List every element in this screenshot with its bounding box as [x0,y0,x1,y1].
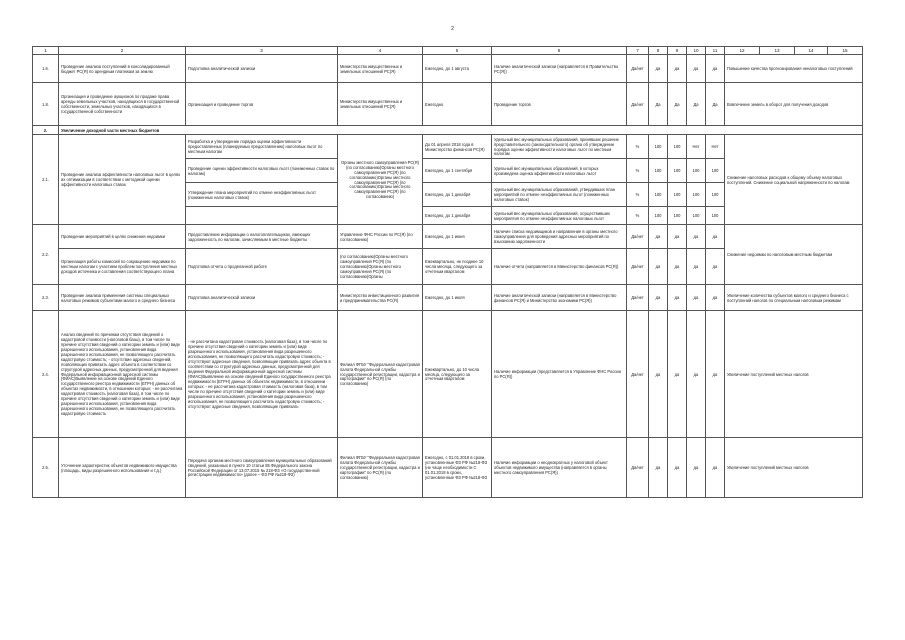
unit-cell: Да/нет [627,225,649,249]
col-number: 3 [186,47,338,55]
responsible-cell: Управление ФНС России по РС(Я) (по согласованию) [338,225,423,249]
col-number: 7 [627,47,649,55]
col-number: 8 [649,47,668,55]
activity-cell: Подготовка аналитической записки [186,285,338,311]
col-number: 11 [706,47,725,55]
result-cell: Увеличение поступлений местных налогов [725,438,863,498]
table-row [33,311,863,438]
value-cell: да [687,225,706,249]
value-cell: 100 [668,159,687,183]
activity-cell: Подготовка отчета о проделанной работе [186,249,338,285]
col-number: 10 [687,47,706,55]
deadline-cell: Ежеквартально, не позднее 10 числа месяца, следующего за отчетным кварталом [423,249,492,285]
unit-cell: % [627,159,649,183]
value-cell: да [687,285,706,311]
value-cell: 100 [687,183,706,207]
value-cell: да [706,311,725,438]
value-cell: да [706,438,725,498]
indicator-cell: Проведение торгов [492,83,627,126]
result-cell: Увеличение поступлений местных налогов [725,311,863,438]
indicator-cell: Удельный вес муниципальных образований, осуществивших мероприятия по отмене неэффективных налоговых льгот [492,207,627,225]
unit-cell: % [627,207,649,225]
indicator-cell: Удельный вес муниципальных образований, принявших решение представительного (законодательного) органа об утверждении порядка оценки эффективности налоговых льгот по местным налогам [492,135,627,159]
activity-cell: Подготовка аналитической записки [186,55,338,83]
unit-cell: % [627,183,649,207]
value-cell: да [687,311,706,438]
value-cell: да [668,249,687,285]
value-cell: 100 [668,183,687,207]
indicator-cell: Наличие списка недоимщиков и направление в органы местного самоуправления для проведения адресных мероприятий по взысканию задолженности [492,225,627,249]
col-number: 2 [59,47,186,55]
value-cell: Да [668,83,687,126]
deadline-cell: Ежегодно, до 1 сентября [423,159,492,183]
deadline-cell: Ежегодно, до 1 декабря [423,183,492,207]
unit-cell: Да/нет [627,83,649,126]
page-number: 2 [451,26,454,32]
value-cell: 100 [649,207,668,225]
unit-cell: % [627,135,649,159]
activity-cell: Передача органам местного самоуправления муниципальных образований сведений, указанных в пункте 10 статьи 85 Федерального закона Российской Федерации от 13.07.2015 № 218-ФЗ «О государственной регистрации недвижимости» (далее – ФЗ РФ №218-ФЗ) [186,438,338,498]
unit-cell: Да/нет [627,249,649,285]
value-cell: да [668,225,687,249]
deadline-cell: Ежеквартально, до 10 числа месяца, следующего за отчетным кварталом [423,311,492,438]
value-cell: да [668,311,687,438]
table-row [33,55,863,83]
indicator-cell: Наличие отчета (направляется в Министерство финансов РС(Я)) [492,249,627,285]
activity-cell [186,207,338,225]
deadline-cell: До 01 апреля 2018 года в Министерство финансов РС(Я) [423,135,492,159]
indicator-cell: Наличие информации о неоднократных у налоговой объект объектов недвижимого имущества (направляется в органы местного самоуправления РС(Я)) [492,438,627,498]
deadline-cell: Ежегодно, до 1 августа [423,55,492,83]
result-cell: Снижение недоимки по налоговым местным бюджетам [725,225,863,285]
value-cell: 100 [668,135,687,159]
row-number: 2. [33,126,59,135]
activity-cell: Утверждение плана мероприятий по отмене неэффективных льгот (пониженных налоговых ставок) [186,183,338,207]
row-number: 2.5. [33,438,59,498]
result-cell: Вовлечение земель в оборот для получения доходов [725,83,863,126]
value-cell: да [649,225,668,249]
unit-cell: Да/нет [627,311,649,438]
measure-cell: Организация и проведение аукционов по продаже права аренды земельных участков, находящихся в государственной собственности, земельных участков, находящихся в государственной собственности [59,83,186,126]
table-row [33,225,863,249]
value-cell: да [649,285,668,311]
responsible-cell: Органы местного самоуправления РС(Я) (по согласованию)Органы местного самоуправления РС(Я) (по согласованию)Органы местного самоуправления РС(Я) (по согласованию)Органы местного самоуправления РС(Я) (по согласованию) [338,135,423,225]
measure-cell: Проведение анализа применения системы специальных налоговых режимов субъектами малого и среднего бизнеса [59,285,186,311]
value-cell: да [668,438,687,498]
value-cell: 100 [649,183,668,207]
value-cell: Да [649,83,668,126]
value-cell: Да [687,83,706,126]
col-number: 9 [668,47,687,55]
responsible-cell: (по согласованию)Органы местного самоуправления РС(Я) (по согласованию)Органы местного самоуправления РС(Я) (по согласованию)Органы [338,249,423,285]
value-cell: 100 [706,159,725,183]
column-number-row [33,47,863,55]
value-cell: 100 [687,159,706,183]
measures-table [32,46,863,498]
col-number: 6 [492,47,627,55]
col-number: 5 [423,47,492,55]
deadline-cell: Ежегодно, до 1 июля [423,285,492,311]
activity-cell: Организация и проведение торгов [186,83,338,126]
value-cell: Нет [687,135,706,159]
unit-cell: Да/нет [627,438,649,498]
value-cell: да [687,55,706,83]
indicator-cell: Удельный вес муниципальных образований, утвердивших план мероприятий по отмене неэффективных льгот (пониженных налоговых ставок) [492,183,627,207]
col-number: 14 [795,47,828,55]
row-number: 2.1. [33,135,59,225]
value-cell: 100 [706,183,725,207]
unit-cell: Да/нет [627,55,649,83]
section-row [33,126,863,135]
value-cell: да [706,285,725,311]
value-cell: 100 [649,159,668,183]
activity-cell: Разработка и утверждение порядка оценки эффективности предоставленных (планируемых предоставлению) налоговых льгот по местным налогам [186,135,338,159]
value-cell: 100 [687,207,706,225]
activity-cell: Проведение оценки эффективности налоговых льгот (пониженных ставок по налогам) [186,159,338,183]
activity-cell: Предоставление информации о налогоплательщиках, имеющих задолженность по налогам, зачисляемым в местные бюджеты [186,225,338,249]
row-number: 1.8. [33,83,59,126]
value-cell: да [649,438,668,498]
col-number: 12 [725,47,760,55]
responsible-cell: Филиал ФГБУ "Федеральная кадастровая палата Федеральной службы государственной регистрации, кадастра и картографии" по РС(Я) (по согласованию) [338,311,423,438]
row-number: 2.3. [33,285,59,311]
measure-cell: Организация работы комиссий по сокращению недоимки по местным налогам с участием проблем поступления местных доходов источника и составления соответствующего плана [59,249,186,285]
responsible-cell: Министерство имущественных и земельных отношений РС(Я) [338,83,423,126]
value-cell: 100 [706,207,725,225]
section-title: Увеличение доходной части местных бюджетов [59,126,863,135]
responsible-cell: Министерство имущественных и земельных отношений РС(Я) [338,55,423,83]
row-number: 1.6. [33,55,59,83]
deadline-cell: Ежегодно [423,83,492,126]
value-cell: да [706,249,725,285]
result-cell: Снижение налоговых расходов к общему объему налоговых поступлений. Снижение социальной напряженности по налогам [725,135,863,225]
table-row [33,438,863,498]
value-cell: Да [706,83,725,126]
result-cell: Увеличение количества субъектов малого и среднего бизнеса с поступлений налогов по специальным налоговым режимам [725,285,863,311]
measure-cell: Проведение анализа эффективности налоговых льгот в целях их оптимизации в соответствии с методикой оценки эффективности налоговых ставок [59,135,186,225]
value-cell: 100 [668,207,687,225]
value-cell: да [706,225,725,249]
value-cell: да [649,249,668,285]
table-row [33,285,863,311]
result-cell: Повышение качества прогнозирования неналоговых поступлений [725,55,863,83]
col-number: 4 [338,47,423,55]
measure-cell: Проведение мероприятий в целях снижения недоимки [59,225,186,249]
deadline-cell: Ежегодно, с 01.01.2018 в сроки, установленные ФЗ РФ №218-ФЗ (не чаще необходимости С 01.01.2018 в сроки, установленные ФЗ РФ №218-ФЗ [423,438,492,498]
value-cell: да [706,55,725,83]
value-cell: да [687,438,706,498]
responsible-cell: Филиал ФГБУ "Федеральная кадастровая палата Федеральной службы государственной регистрации, кадастра и картографии" по РС(Я) (по согласованию) [338,438,423,498]
deadline-cell: Ежегодно, до 1 декабря [423,207,492,225]
value-cell: да [668,285,687,311]
value-cell: да [668,55,687,83]
row-number: 2.4. [33,311,59,438]
table-row [33,135,863,159]
deadline-cell: Ежегодно, до 1 июня [423,225,492,249]
table-row [33,83,863,126]
value-cell: Нет [706,135,725,159]
value-cell: 100 [649,135,668,159]
row-number: 2.2. [33,225,59,285]
measure-cell: Проведение анализа поступлений в консолидированный бюджет РС(Я) по арендным платежам за землю [59,55,186,83]
value-cell: да [687,249,706,285]
col-number: 1 [33,47,59,55]
measure-cell: Уточнение характеристик объектов недвижимого имущества (площадь, виды разрешенного использования и т.д.) [59,438,186,498]
unit-cell: Да/нет [627,285,649,311]
activity-cell: - не рассчитана кадастровая стоимость (налоговая база), в том числе по причине отсутствия сведений о категории земель и (или) виде разрешенного использования, установления вида разрешенного использования, не позволяющего рассчитать кадастровую стоимость; - отсутствуют адресные сведения, позволяющие привязать адрес объекта в соответствии со структурой адресных данных, предусмотренной для ведения Федеральной информационной адресной системы (ФИАС)Выявление на основе сведений Единого государственного реестра недвижимости (ЕГРН) данных об объектах недвижимости, в отношении которых: - не рассчитана кадастровая стоимость (налоговая база), в том числе по причине отсутствия сведений о категории земель и (или) виде разрешенного использования, установления вида разрешенного использования, не позволяющего рассчитать кадастровую стоимость; - отсутствуют адресные сведения, позволяющие привязать [186,311,338,438]
responsible-cell: Министерство инвестиционного развития и предпринимательства РС(Я) [338,285,423,311]
indicator-cell: Наличие аналитической записки (направляется в Министерство финансов РС(Я) и Министерство экономики РС(Я)) [492,285,627,311]
col-number: 15 [828,47,863,55]
indicator-cell: Наличие аналитической записки (направляется в Правительство РС(Я)) [492,55,627,83]
value-cell: да [649,311,668,438]
col-number: 13 [760,47,795,55]
value-cell: да [649,55,668,83]
indicator-cell: Удельный вес муниципальных образований, в которых произведена оценка эффективности налоговых льгот [492,159,627,183]
indicator-cell: Наличие информации (представляется в Управление ФНС России по РС(Я)) [492,311,627,438]
measure-cell: Анализ сведений по причинам отсутствия сведений о кадастровой стоимости (налоговой базы), в том числе по причине отсутствия сведений о категории земель и (или) виде разрешенного использования, установления вида разрешенного использования, не позволяющего рассчитать кадастровую стоимость; - отсутствие адресных сведений, позволяющих привязать адрес объекта в соответствии со структурой адресных данных, предусмотренной для ведения Федеральной информационной адресной системы (ФИАС)Выявление на основе сведений Единого государственного реестра недвижимости (ЕГРН) данных об объектах недвижимости, в отношении которых: - не рассчитана кадастровая стоимость (налоговая база), в том числе по причине отсутствия сведений о категории земель и (или) виде разрешенного использования, установления вида разрешенного использования, не позволяющего рассчитать кадастровую стоимость [59,311,186,438]
